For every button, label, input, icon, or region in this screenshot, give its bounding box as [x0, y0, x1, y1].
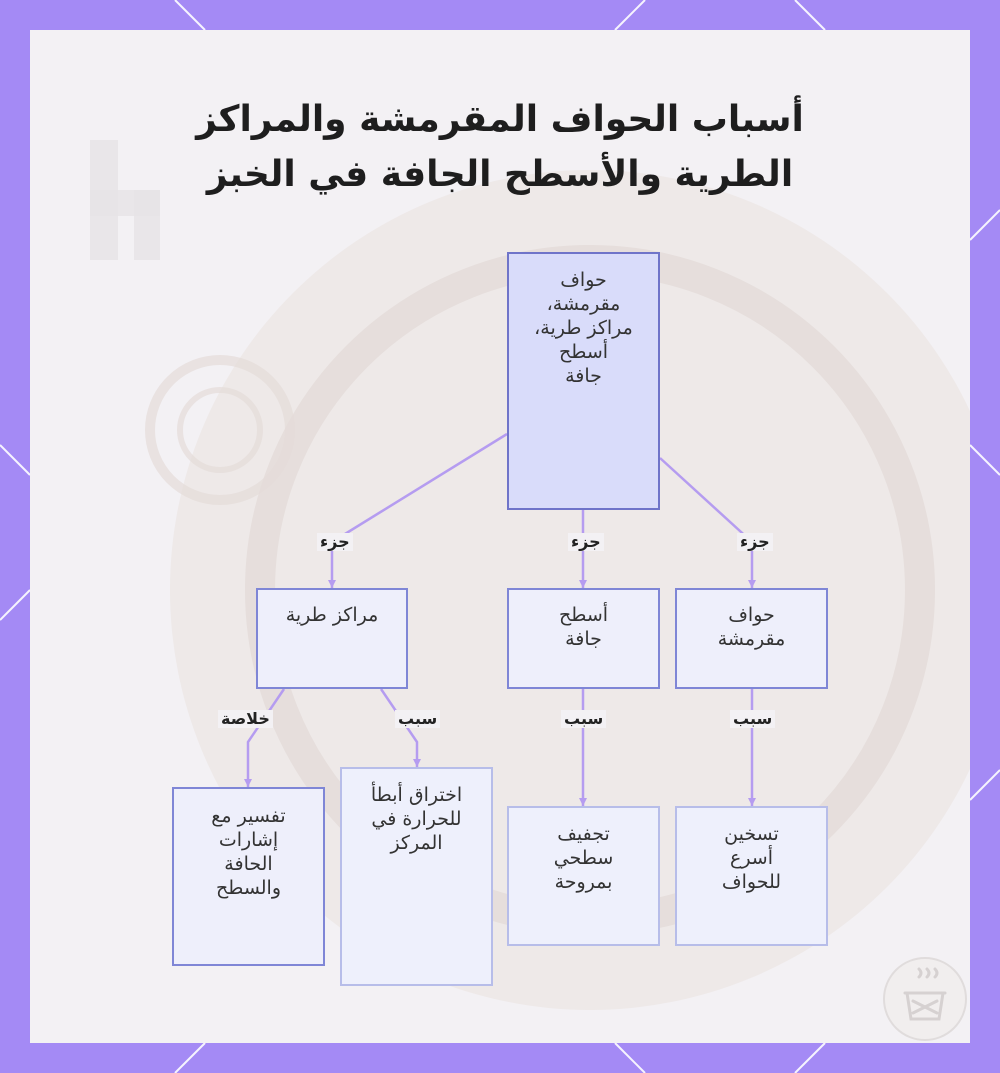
connector-root-crispy	[660, 458, 752, 588]
connector-soft-interpretation	[248, 689, 284, 787]
edge-label-cause-3: سبب	[730, 710, 775, 728]
faster-heating-line-3: للحواف	[721, 871, 782, 893]
connector-root-soft	[332, 434, 507, 588]
root-node	[507, 252, 660, 510]
title-line-2: الطرية والأسطح الجافة في الخبز	[206, 154, 794, 195]
slow-penetration-line-2: للحرارة في	[371, 808, 462, 830]
basket-logo-icon	[881, 955, 969, 1043]
node-soft-centers	[256, 588, 408, 689]
interpretation-line-1: تفسير مع	[211, 805, 286, 827]
node-fan-drying	[507, 806, 660, 946]
fan-drying-line-3: بمروحة	[554, 871, 613, 893]
faster-heating-line-1: تسخين	[724, 823, 779, 845]
root-line-4: أسطح	[558, 341, 609, 363]
connector-soft-slow	[381, 689, 417, 767]
diagram-connectors	[30, 30, 970, 1043]
dry-surfaces-line-1: أسطح	[558, 604, 609, 626]
root-line-3: مراكز طرية،	[534, 317, 633, 339]
interpretation-line-4: والسطح	[215, 877, 282, 899]
edge-label-part-3: جزء	[737, 533, 773, 551]
interpretation-line-3: الحافة	[224, 853, 273, 875]
node-interpretation	[172, 787, 325, 966]
root-line-5: جافة	[565, 365, 602, 387]
node-crispy-edges	[675, 588, 828, 689]
dry-surfaces-line-2: جافة	[565, 628, 602, 650]
faster-heating-line-2: أسرع	[729, 847, 774, 869]
fan-drying-line-2: سطحي	[553, 847, 614, 869]
title-line-1: أسباب الحواف المقرمشة والمراكز	[196, 99, 804, 140]
interpretation-line-2: إشارات	[218, 829, 279, 851]
node-faster-heating	[675, 806, 828, 946]
edge-label-part-1: جزء	[317, 533, 353, 551]
soft-centers-line-1: مراكز طرية	[285, 604, 379, 626]
crispy-edges-line-2: مقرمشة	[717, 628, 786, 650]
slow-penetration-line-3: المركز	[390, 832, 443, 854]
edge-label-conclusion: خلاصة	[218, 710, 273, 728]
node-dry-surfaces	[507, 588, 660, 689]
root-line-1: حواف	[560, 269, 607, 291]
slow-penetration-line-1: اختراق أبطأ	[370, 784, 463, 806]
edge-label-cause-1: سبب	[395, 710, 440, 728]
edge-label-part-2: جزء	[568, 533, 604, 551]
fan-drying-line-1: تجفيف	[557, 823, 610, 845]
edge-label-cause-2: سبب	[561, 710, 606, 728]
root-line-2: مقرمشة،	[546, 293, 621, 315]
node-slow-penetration	[340, 767, 493, 986]
diagram-panel	[30, 30, 970, 1043]
crispy-edges-line-1: حواف	[728, 604, 775, 626]
